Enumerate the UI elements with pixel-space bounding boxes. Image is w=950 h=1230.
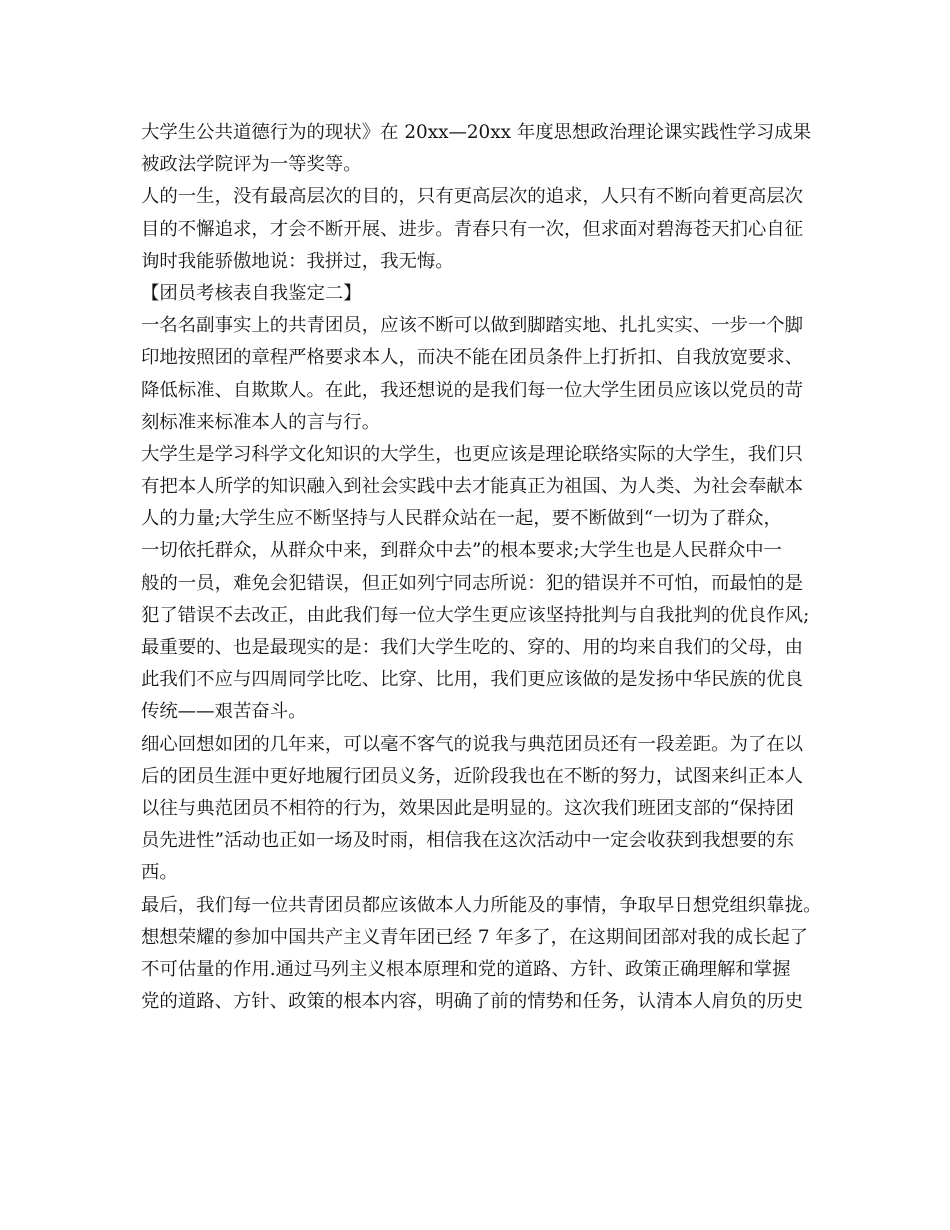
- text-line: 最重要的、也是最现实的是：我们大学生吃的、穿的、用的均来自我们的父母，由: [141, 637, 804, 658]
- text-line: 有把本人所学的知识融入到社会实践中去才能真正为祖国、为人类、为社会奉献本: [141, 476, 804, 498]
- text-line: 印地按照团的章程严格要求本人，而决不能在团员条件上打折扣、自我放宽要求、: [141, 347, 804, 369]
- text-line: 目的不懈追求，才会不断开展、进步。青春只有一次，但求面对碧海苍天扪心自征: [141, 218, 804, 240]
- text-line: 此我们不应与四周同学比吃、比穿、比用，我们更应该做的是发扬中华民族的优良: [141, 669, 804, 691]
- text-line: 刻标准来标准本人的言与行。: [141, 411, 381, 433]
- text-line: 以往与典范团员不相符的行为，效果因此是明显的。这次我们班团支部的“保持团: [141, 797, 795, 819]
- text-line: 不可估量的作用.通过马列主义根本原理和党的道路、方针、政策正确理解和掌握: [141, 958, 791, 980]
- text-line: 一名名副事实上的共青团员，应该不断可以做到脚踏实地、扎扎实实、一步一个脚: [141, 315, 804, 337]
- text-line: 细心回想如团的几年来，可以毫不客气的说我与典范团员还有一段差距。为了在以: [141, 733, 804, 755]
- text-line: 降低标准、自欺欺人。在此，我还想说的是我们每一位大学生团员应该以党员的苛: [141, 379, 804, 401]
- text-line: 犯了错误不去改正，由此我们每一位大学生更应该坚持批判与自我批判的优良作风;: [141, 604, 810, 626]
- text-line: 传统——艰苦奋斗。: [141, 701, 307, 723]
- text-line: 后的团员生涯中更好地履行团员义务，近阶段我也在不断的努力，试图来纠正本人: [141, 765, 804, 787]
- text-line: 想想荣耀的参加中国共产主义青年团已经 7 年多了，在这期间团部对我的成长起了: [141, 926, 809, 948]
- text-line: 被政法学院评为一等奖等。: [141, 154, 362, 176]
- text-line: 人的一生，没有最高层次的目的，只有更高层次的追求，人只有不断向着更高层次: [141, 186, 804, 208]
- text-line: 大学生是学习科学文化知识的大学生，也更应该是理论联络实际的大学生，我们只: [141, 443, 804, 465]
- text-line: 般的一员，难免会犯错误，但正如列宁同志所说：犯的错误并不可怕，而最怕的是: [141, 572, 804, 594]
- text-line: 党的道路、方针、政策的根本内容，明确了前的情势和任务，认清本人肩负的历史: [141, 991, 804, 1013]
- text-line: 一切依托群众，从群众中来，到群众中去”的根本要求;大学生也是人民群众中一: [141, 540, 782, 562]
- text-line: 员先进性”活动也正如一场及时雨，相信我在这次活动中一定会收获到我想要的东: [141, 830, 795, 852]
- text-line: 最后，我们每一位共青团员都应该做本人力所能及的事情，争取早日想党组织靠拢。: [141, 894, 822, 916]
- text-line: 询时我能骄傲地说：我拼过，我无悔。: [141, 250, 454, 272]
- document-body: [141, 117, 831, 1018]
- section-heading: 【团员考核表自我鉴定二】: [141, 282, 362, 304]
- text-line: 大学生公共道德行为的现状》在 20xx—20xx 年度思想政治理论课实践性学习成果: [141, 122, 812, 143]
- text-line: 人的力量;大学生应不断坚持与人民群众站在一起，要不断做到“一切为了群众，: [141, 508, 782, 530]
- text-line: 西。: [141, 862, 178, 884]
